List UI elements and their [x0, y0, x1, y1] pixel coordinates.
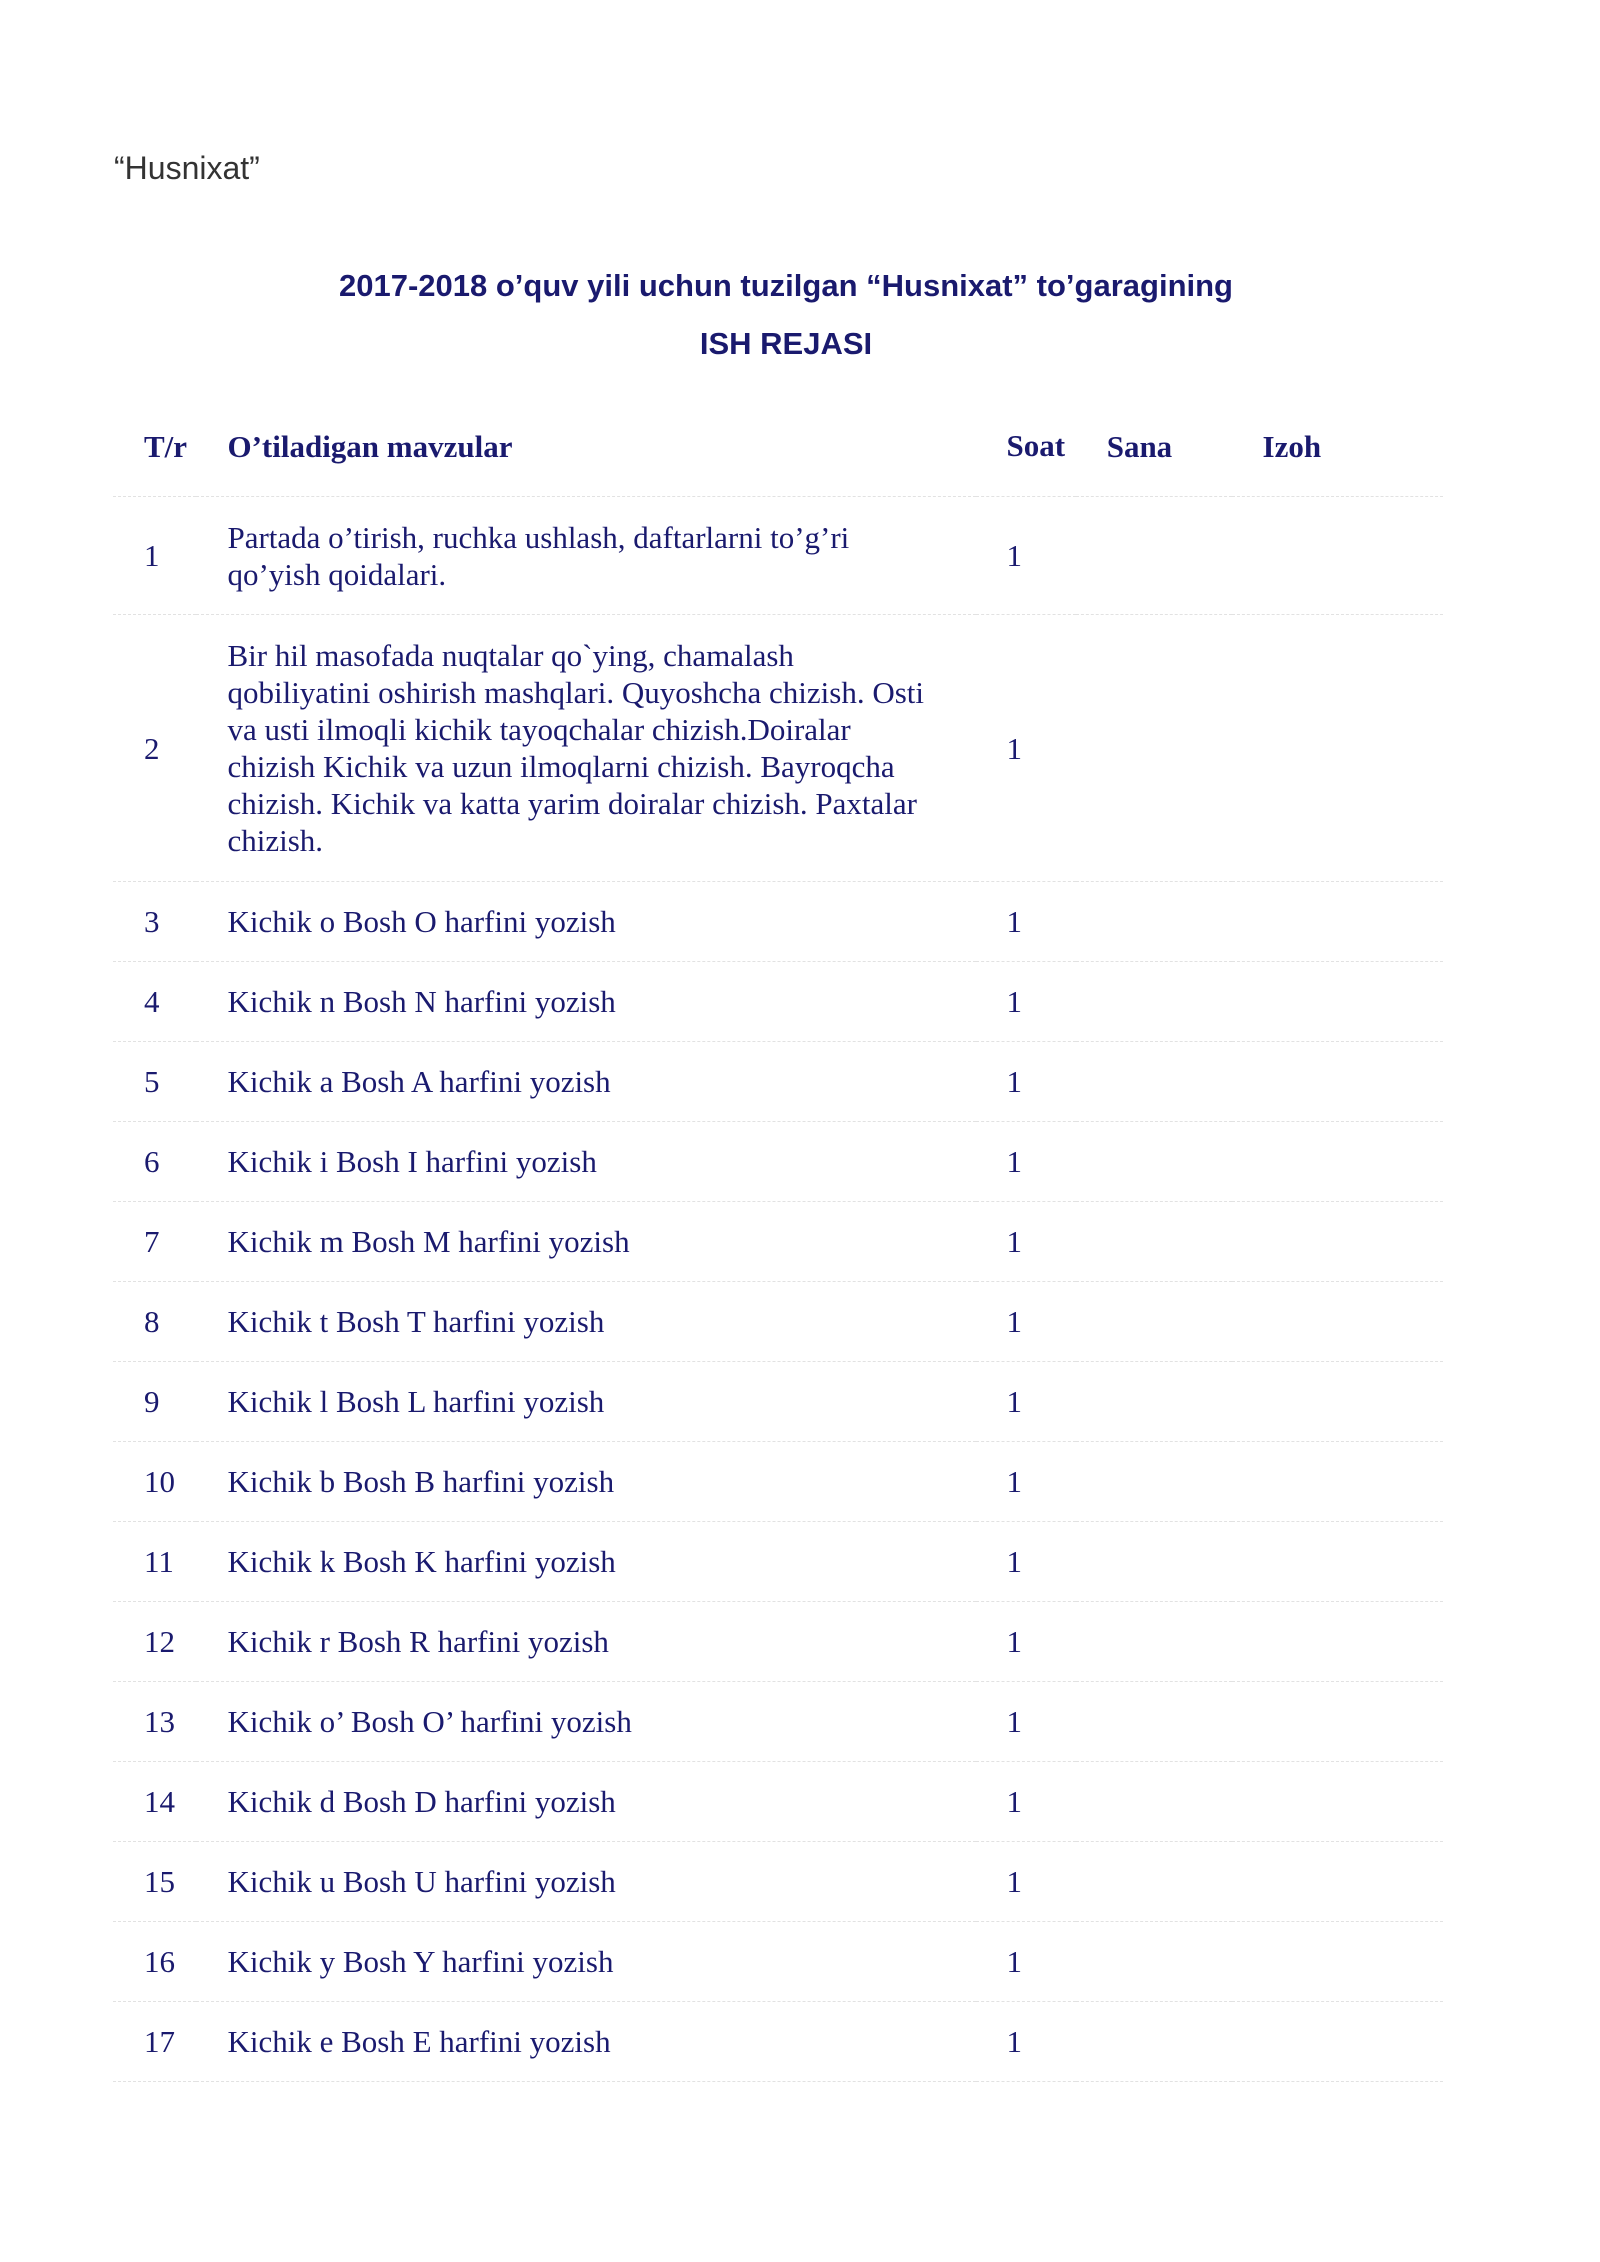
row-topic: Kichik n Bosh N harfini yozish — [196, 962, 975, 1042]
table-row — [113, 1762, 1443, 1842]
table-row — [113, 1842, 1443, 1922]
row-topic: Kichik e Bosh E harfini yozish — [196, 2002, 975, 2082]
row-date — [1076, 497, 1232, 615]
row-number: 7 — [113, 1202, 196, 1282]
row-hours: 1 — [976, 1522, 1076, 1602]
row-hours: 1 — [976, 1282, 1076, 1362]
row-topic: Kichik d Bosh D harfini yozish — [196, 1762, 975, 1842]
row-topic: Kichik b Bosh B harfini yozish — [196, 1442, 975, 1522]
row-note — [1232, 1202, 1443, 1282]
table-row — [113, 882, 1443, 962]
row-date — [1076, 1122, 1232, 1202]
row-date — [1076, 615, 1232, 882]
table-row — [113, 1522, 1443, 1602]
row-hours: 1 — [976, 1122, 1076, 1202]
row-number: 17 — [113, 2002, 196, 2082]
row-number: 13 — [113, 1682, 196, 1762]
row-number: 14 — [113, 1762, 196, 1842]
row-hours: 1 — [976, 615, 1076, 882]
row-note — [1232, 1922, 1443, 2002]
row-topic: Kichik m Bosh M harfini yozish — [196, 1202, 975, 1282]
row-topic: Kichik i Bosh I harfini yozish — [196, 1122, 975, 1202]
row-date — [1076, 882, 1232, 962]
row-number: 16 — [113, 1922, 196, 2002]
row-hours: 1 — [976, 882, 1076, 962]
row-date — [1076, 1042, 1232, 1122]
row-number: 4 — [113, 962, 196, 1042]
header-note: Izoh — [1232, 396, 1443, 497]
table-row — [113, 1682, 1443, 1762]
row-note — [1232, 882, 1443, 962]
row-topic: Kichik t Bosh T harfini yozish — [196, 1282, 975, 1362]
row-note — [1232, 1042, 1443, 1122]
row-number: 9 — [113, 1362, 196, 1442]
row-number: 11 — [113, 1522, 196, 1602]
row-number: 6 — [113, 1122, 196, 1202]
row-number: 3 — [113, 882, 196, 962]
row-hours: 1 — [976, 1922, 1076, 2002]
table-row — [113, 1362, 1443, 1442]
document-header: “Husnixat” — [114, 150, 260, 186]
header-hours: Soat — [976, 396, 1076, 497]
header-topic: O’tiladigan mavzular — [196, 396, 975, 497]
table-row — [113, 1602, 1443, 1682]
row-hours: 1 — [976, 1042, 1076, 1122]
row-date — [1076, 1602, 1232, 1682]
row-note — [1232, 1842, 1443, 1922]
table-row — [113, 2002, 1443, 2082]
table-row — [113, 1922, 1443, 2002]
row-topic: Kichik o’ Bosh O’ harfini yozish — [196, 1682, 975, 1762]
row-hours: 1 — [976, 1602, 1076, 1682]
header-date: Sana — [1076, 396, 1232, 497]
row-number: 12 — [113, 1602, 196, 1682]
row-hours: 1 — [976, 1442, 1076, 1522]
row-date — [1076, 1682, 1232, 1762]
row-hours: 1 — [976, 2002, 1076, 2082]
document-subtitle: ISH REJASI — [699, 326, 873, 361]
row-number: 15 — [113, 1842, 196, 1922]
table-row — [113, 1442, 1443, 1522]
row-date — [1076, 1842, 1232, 1922]
row-hours: 1 — [976, 1762, 1076, 1842]
row-note — [1232, 2002, 1443, 2082]
row-hours: 1 — [976, 1362, 1076, 1442]
row-date — [1076, 962, 1232, 1042]
table-row — [113, 1042, 1443, 1122]
row-note — [1232, 1122, 1443, 1202]
table-row — [113, 497, 1443, 615]
row-note — [1232, 1602, 1443, 1682]
row-date — [1076, 1522, 1232, 1602]
row-topic: Kichik y Bosh Y harfini yozish — [196, 1922, 975, 2002]
table-row — [113, 962, 1443, 1042]
row-topic: Partada o’tirish, ruchka ushlash, daftarlarni to’g’ri qo’yish qoidalari. — [196, 497, 975, 615]
row-hours: 1 — [976, 1682, 1076, 1762]
work-plan-table — [113, 396, 1443, 2082]
document-title: 2017-2018 o’quv yili uchun tuzilgan “Husnixat” to’garagining — [339, 268, 1233, 303]
table-row — [113, 1282, 1443, 1362]
row-number: 8 — [113, 1282, 196, 1362]
row-topic: Kichik r Bosh R harfini yozish — [196, 1602, 975, 1682]
row-topic: Kichik o Bosh O harfini yozish — [196, 882, 975, 962]
row-note — [1232, 1682, 1443, 1762]
row-note — [1232, 615, 1443, 882]
row-number: 10 — [113, 1442, 196, 1522]
row-date — [1076, 1362, 1232, 1442]
row-date — [1076, 1202, 1232, 1282]
row-number: 5 — [113, 1042, 196, 1122]
row-note — [1232, 497, 1443, 615]
row-date — [1076, 1922, 1232, 2002]
row-note — [1232, 1522, 1443, 1602]
row-number: 1 — [113, 497, 196, 615]
row-date — [1076, 2002, 1232, 2082]
row-note — [1232, 1362, 1443, 1442]
row-hours: 1 — [976, 962, 1076, 1042]
row-note — [1232, 962, 1443, 1042]
table-row — [113, 615, 1443, 882]
row-hours: 1 — [976, 1842, 1076, 1922]
table-row — [113, 1202, 1443, 1282]
row-number: 2 — [113, 615, 196, 882]
row-date — [1076, 1282, 1232, 1362]
row-topic: Bir hil masofada nuqtalar qo`ying, chamalash qobiliyatini oshirish mashqlari. Quyoshcha chizish. Osti va usti ilmoqli kichik tayoqchalar chizish.Doiralar chizish Kichik va uzun ilmoqlarni chizish. Bayroqcha chizish. Kichik va katta yarim doiralar chizish. Paxtalar chizish. — [196, 615, 975, 882]
row-hours: 1 — [976, 497, 1076, 615]
row-hours: 1 — [976, 1202, 1076, 1282]
row-topic: Kichik k Bosh K harfini yozish — [196, 1522, 975, 1602]
row-topic: Kichik u Bosh U harfini yozish — [196, 1842, 975, 1922]
row-note — [1232, 1282, 1443, 1362]
row-note — [1232, 1762, 1443, 1842]
row-topic: Kichik l Bosh L harfini yozish — [196, 1362, 975, 1442]
row-date — [1076, 1442, 1232, 1522]
row-note — [1232, 1442, 1443, 1522]
row-date — [1076, 1762, 1232, 1842]
table-header-row — [113, 396, 1443, 497]
table-row — [113, 1122, 1443, 1202]
header-number: T/r — [113, 396, 196, 497]
row-topic: Kichik a Bosh A harfini yozish — [196, 1042, 975, 1122]
